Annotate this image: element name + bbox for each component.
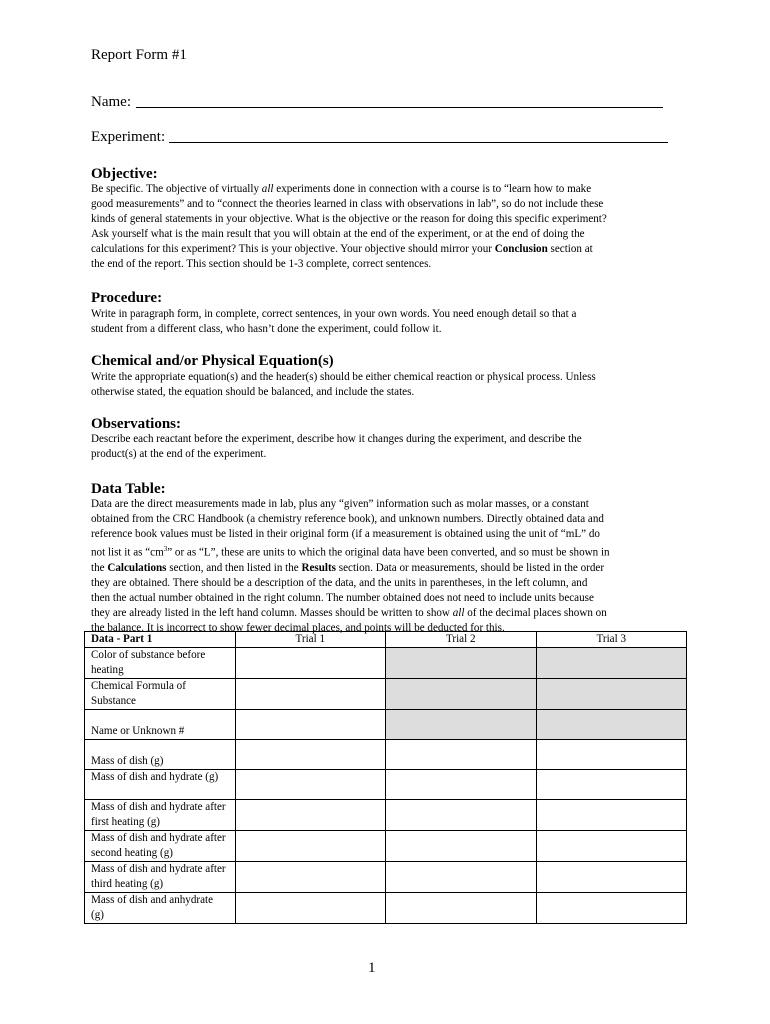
trial-1-cell[interactable] [235,893,386,924]
trial-3-cell[interactable] [536,831,687,862]
trial-1-cell[interactable] [235,740,386,770]
trial-1-cell[interactable] [235,862,386,893]
objective-line: kinds of general statements in your objective. What is the objective or the reason for doing this specific experiment? [91,213,607,226]
experiment-label: Experiment: [91,129,166,145]
trial-2-cell [386,710,537,740]
data-table-line: they are already listed in the left hand column. Masses should be written to show all of the decimal places shown on [91,607,607,620]
row-label: Color of substance before heating [85,648,236,679]
data-table-line: the balance. It is incorrect to show fewer decimal places, and points will be deducted for this. [91,622,505,635]
experiment-line[interactable] [169,142,668,143]
table-header-row [85,632,687,648]
page-title: Report Form #1 [91,47,187,63]
table-row [85,740,687,770]
equations-line: Write the appropriate equation(s) and the header(s) should be either chemical reaction or physical process. Unless [91,371,596,383]
data-table-line: reference book values must be listed in their original form (if a measurement is obtained using the unit of “mL” do [91,528,600,541]
trial-1-cell[interactable] [235,770,386,800]
trial-2-cell[interactable] [386,831,537,862]
trial-2-cell [386,648,537,679]
trial-3-cell [536,710,687,740]
trial-2-cell[interactable] [386,862,537,893]
objective-line: Be specific. The objective of virtually all experiments done in connection with a course is to “learn how to make [91,183,592,195]
row-label: Mass of dish and hydrate after third heating (g) [85,862,236,893]
header-trial-1: Trial 1 [235,632,386,648]
trial-2-cell [386,679,537,710]
data-table-line: not list it as “$cm^3$” or as “L”, these are units to which the original data have been converted, and so must be shown in [91,545,610,559]
data-table-line: the Calculations section, and then listed in the Results section. Data or measurements, should be listed in the order [91,562,605,575]
trial-1-cell[interactable] [235,648,386,679]
table-row [85,862,687,893]
header-data-part: Data - Part 1 [85,632,236,648]
name-field [91,94,663,111]
header-trial-2: Trial 2 [386,632,537,648]
trial-2-cell[interactable] [386,740,537,770]
trial-3-cell [536,648,687,679]
table-row [85,648,687,679]
trial-1-cell[interactable] [235,679,386,710]
trial-2-cell[interactable] [386,893,537,924]
equations-heading: Chemical and/or Physical Equation(s) [91,353,334,369]
name-line[interactable] [136,107,663,108]
table-row [85,800,687,831]
row-label: Mass of dish (g) [85,740,236,770]
page-number: 1 [368,960,376,976]
data-table-line: Data are the direct measurements made in lab, plus any “given” information such as molar masses, or a constant [91,498,589,510]
data-table-line: then the actual number obtained in the right column. The number obtained does not need to include units because [91,592,594,605]
data-table [84,631,687,924]
row-label: Mass of dish and hydrate (g) [85,770,236,800]
trial-2-cell[interactable] [386,770,537,800]
header-trial-3: Trial 3 [536,632,687,648]
equations-line: otherwise stated, the equation should be balanced, and include the states. [91,386,415,399]
procedure-heading: Procedure: [91,290,163,306]
trial-3-cell [536,679,687,710]
trial-1-cell[interactable] [235,800,386,831]
table-row [85,831,687,862]
trial-3-cell[interactable] [536,862,687,893]
data-table-line: they are obtained. There should be a description of the data, and the units in parentheses, in the left column, and [91,577,588,590]
data-table-text [91,497,688,637]
trial-3-cell[interactable] [536,740,687,770]
row-label: Mass of dish and hydrate after first heating (g) [85,800,236,831]
objective-heading: Objective: [91,166,158,182]
observations-text [91,432,688,462]
objective-line: calculations for this experiment? This is your objective. Your objective should mirror your Conclusion section at [91,243,593,256]
row-label: Mass of dish and hydrate after second heating (g) [85,831,236,862]
procedure-line: student from a different class, who hasn’t done the experiment, could follow it. [91,323,442,336]
name-label: Name: [91,94,131,110]
experiment-field [91,129,668,146]
trial-1-cell[interactable] [235,831,386,862]
observations-line: Describe each reactant before the experiment, describe how it changes during the experiment, and describe the [91,433,582,445]
row-label: Chemical Formula of Substance [85,679,236,710]
trial-1-cell[interactable] [235,710,386,740]
trial-3-cell[interactable] [536,800,687,831]
equations-text [91,370,688,400]
objective-text [91,182,688,273]
objective-line: Ask yourself what is the main result that you will obtain at the end of the experiment, or at the end of doing the [91,228,585,241]
row-label: Mass of dish and anhydrate (g) [85,893,236,924]
trial-3-cell[interactable] [536,893,687,924]
procedure-text [91,307,688,337]
trial-2-cell[interactable] [386,800,537,831]
observations-line: product(s) at the end of the experiment. [91,448,267,461]
table-row [85,710,687,740]
data-table-heading: Data Table: [91,481,166,497]
table-row [85,893,687,924]
procedure-line: Write in paragraph form, in complete, correct sentences, in your own words. You need enough detail so that a [91,308,577,320]
table-row [85,770,687,800]
observations-heading: Observations: [91,416,181,432]
objective-line: good measurements” and to “connect the theories learned in class with observations in lab”, so do not include these [91,198,604,211]
row-label: Name or Unknown # [85,710,236,740]
objective-line: the end of the report. This section should be 1-3 complete, correct sentences. [91,258,432,271]
trial-3-cell[interactable] [536,770,687,800]
table-row [85,679,687,710]
data-table-line: obtained from the CRC Handbook (a chemistry reference book), and unknown numbers. Directly obtained data and [91,513,604,526]
